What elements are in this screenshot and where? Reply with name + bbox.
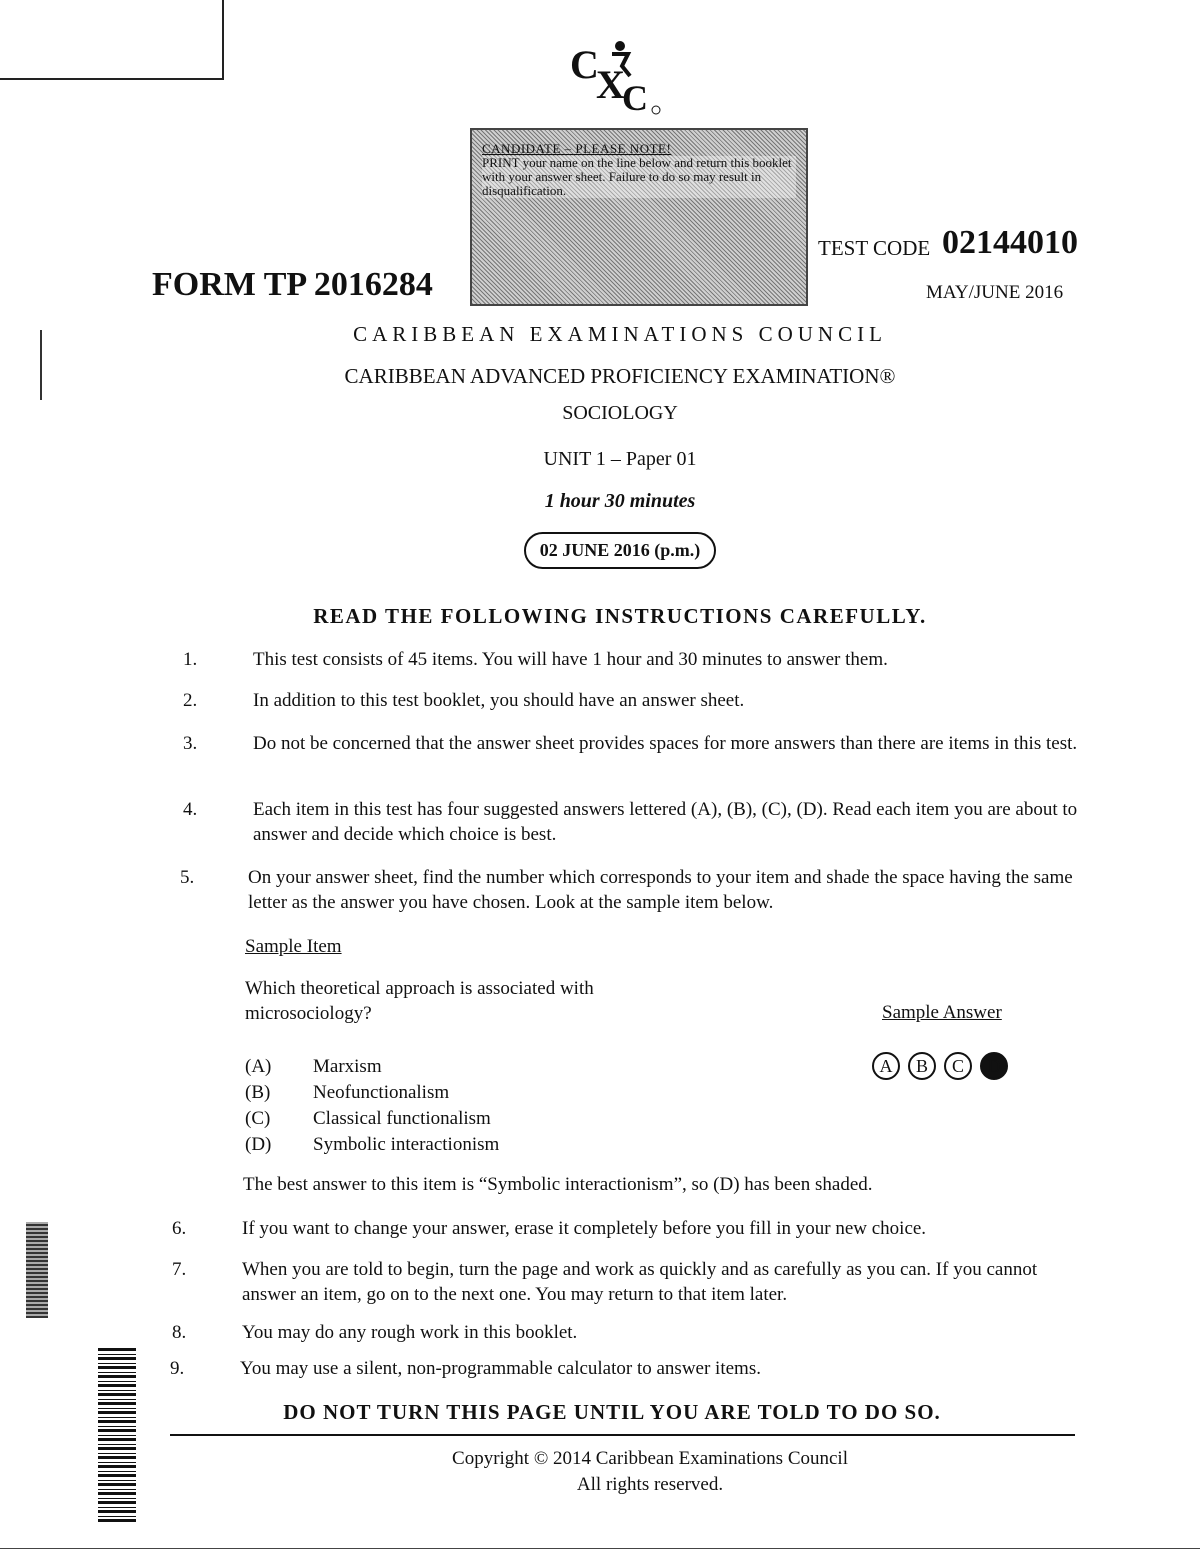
svg-text:C: C [622,78,648,116]
option-text: Symbolic interactionism [313,1134,500,1155]
option-letter: (B) [245,1082,271,1103]
council-title: CARIBBEAN EXAMINATIONS COUNCIL [353,322,887,346]
form-code: FORM TP 2016284 [152,266,433,303]
option-text: Classical functionalism [313,1108,491,1129]
instruction-item [183,688,1083,714]
cxc-logo-icon [560,36,670,116]
candidate-note-box [470,128,808,306]
item-text: On your answer sheet, find the number which corresponds to your item and shade the space having the same letter as the answer you have chosen. Look at the sample item below. [248,867,1073,913]
copyright-text: Copyright © 2014 Caribbean Examinations Council [452,1448,848,1469]
item-number: 6. [172,1218,187,1239]
svg-text:C: C [570,42,599,87]
svg-text:X: X [596,62,625,107]
option-c [245,1106,565,1132]
note-heading: CANDIDATE – PLEASE NOTE! [482,141,672,156]
item-text: Do not be concerned that the answer sheet provides spaces for more answers than there are items in this test. [253,733,1078,754]
option-letter: (C) [245,1108,271,1129]
item-number: 2. [183,690,198,711]
instruction-item [180,865,1080,917]
sample-item-label: Sample Item [245,936,342,957]
instructions-heading: READ THE FOLLOWING INSTRUCTIONS CAREFULLY. [313,604,927,628]
page-bottom-line [0,1548,1200,1549]
scan-corner-box [0,0,224,80]
item-text: This test consists of 45 items. You will have 1 hour and 30 minutes to answer them. [253,649,888,670]
answer-bubble-c: C [944,1052,972,1080]
item-number: 3. [183,733,198,754]
instruction-item [172,1257,1072,1309]
option-letter: (A) [245,1056,272,1077]
item-number: 5. [180,867,195,888]
option-a [245,1054,565,1080]
exam-title: CARIBBEAN ADVANCED PROFICIENCY EXAMINATION® [344,364,896,388]
item-text: You may do any rough work in this booklet. [242,1322,578,1343]
option-letter: (D) [245,1134,272,1155]
answer-bubble-d: D [980,1052,1008,1080]
answer-bubble-b: B [908,1052,936,1080]
item-text: When you are told to begin, turn the page and work as quickly and as carefully as you can. If you cannot answer an item, go on to the next one. You may return to that item later. [242,1259,1038,1305]
copyright-block [0,1446,1200,1498]
option-d [245,1132,565,1158]
item-text: In addition to this test booklet, you should have an answer sheet. [253,690,745,711]
item-number: 1. [183,649,198,670]
exam-session: MAY/JUNE 2016 [926,282,1064,303]
instruction-item [172,1216,1072,1242]
footer-divider [170,1434,1075,1436]
test-code-value: 02144010 [942,224,1078,261]
rights-text: All rights reserved. [576,1474,724,1495]
sample-answer-bubbles [872,1052,1008,1080]
item-text: You may use a silent, non-programmable calculator to answer items. [240,1358,761,1379]
instruction-item [170,1356,1070,1382]
sample-question: Which theoretical approach is associated with microsociology? [245,978,594,1024]
instruction-item [183,731,1083,783]
item-text: If you want to change your answer, erase it completely before you fill in your new choice. [242,1218,927,1239]
side-stamp [26,1222,48,1318]
do-not-turn-warning: DO NOT TURN THIS PAGE UNTIL YOU ARE TOLD TO DO SO. [283,1400,941,1424]
instruction-item [183,797,1083,849]
exam-duration: 1 hour 30 minutes [544,490,696,512]
option-b [245,1080,565,1106]
best-answer-note: The best answer to this item is “Symbolic interactionism”, so (D) has been shaded. [243,1174,873,1195]
sample-answer-label: Sample Answer [882,1002,1002,1023]
test-code-label: TEST CODE [818,236,931,260]
item-number: 9. [170,1358,185,1379]
instruction-item [172,1320,1072,1346]
exam-date-wrap [0,532,1200,569]
item-number: 7. [172,1259,187,1280]
option-text: Neofunctionalism [313,1082,450,1103]
instruction-item [183,647,1083,673]
note-body: PRINT your name on the line below and return this booklet with your answer sheet. Failure to do so may result in disqualification. [482,156,796,198]
item-number: 4. [183,799,198,820]
subject-title: SOCIOLOGY [562,402,678,424]
item-number: 8. [172,1322,187,1343]
item-text: Each item in this test has four suggested answers lettered (A), (B), (C), (D). Read each item you are about to answer and decide which choice is best. [253,799,1078,845]
answer-bubble-a: A [872,1052,900,1080]
unit-paper: UNIT 1 – Paper 01 [543,448,697,470]
option-text: Marxism [313,1056,382,1077]
exam-date: 02 JUNE 2016 (p.m.) [524,532,717,569]
